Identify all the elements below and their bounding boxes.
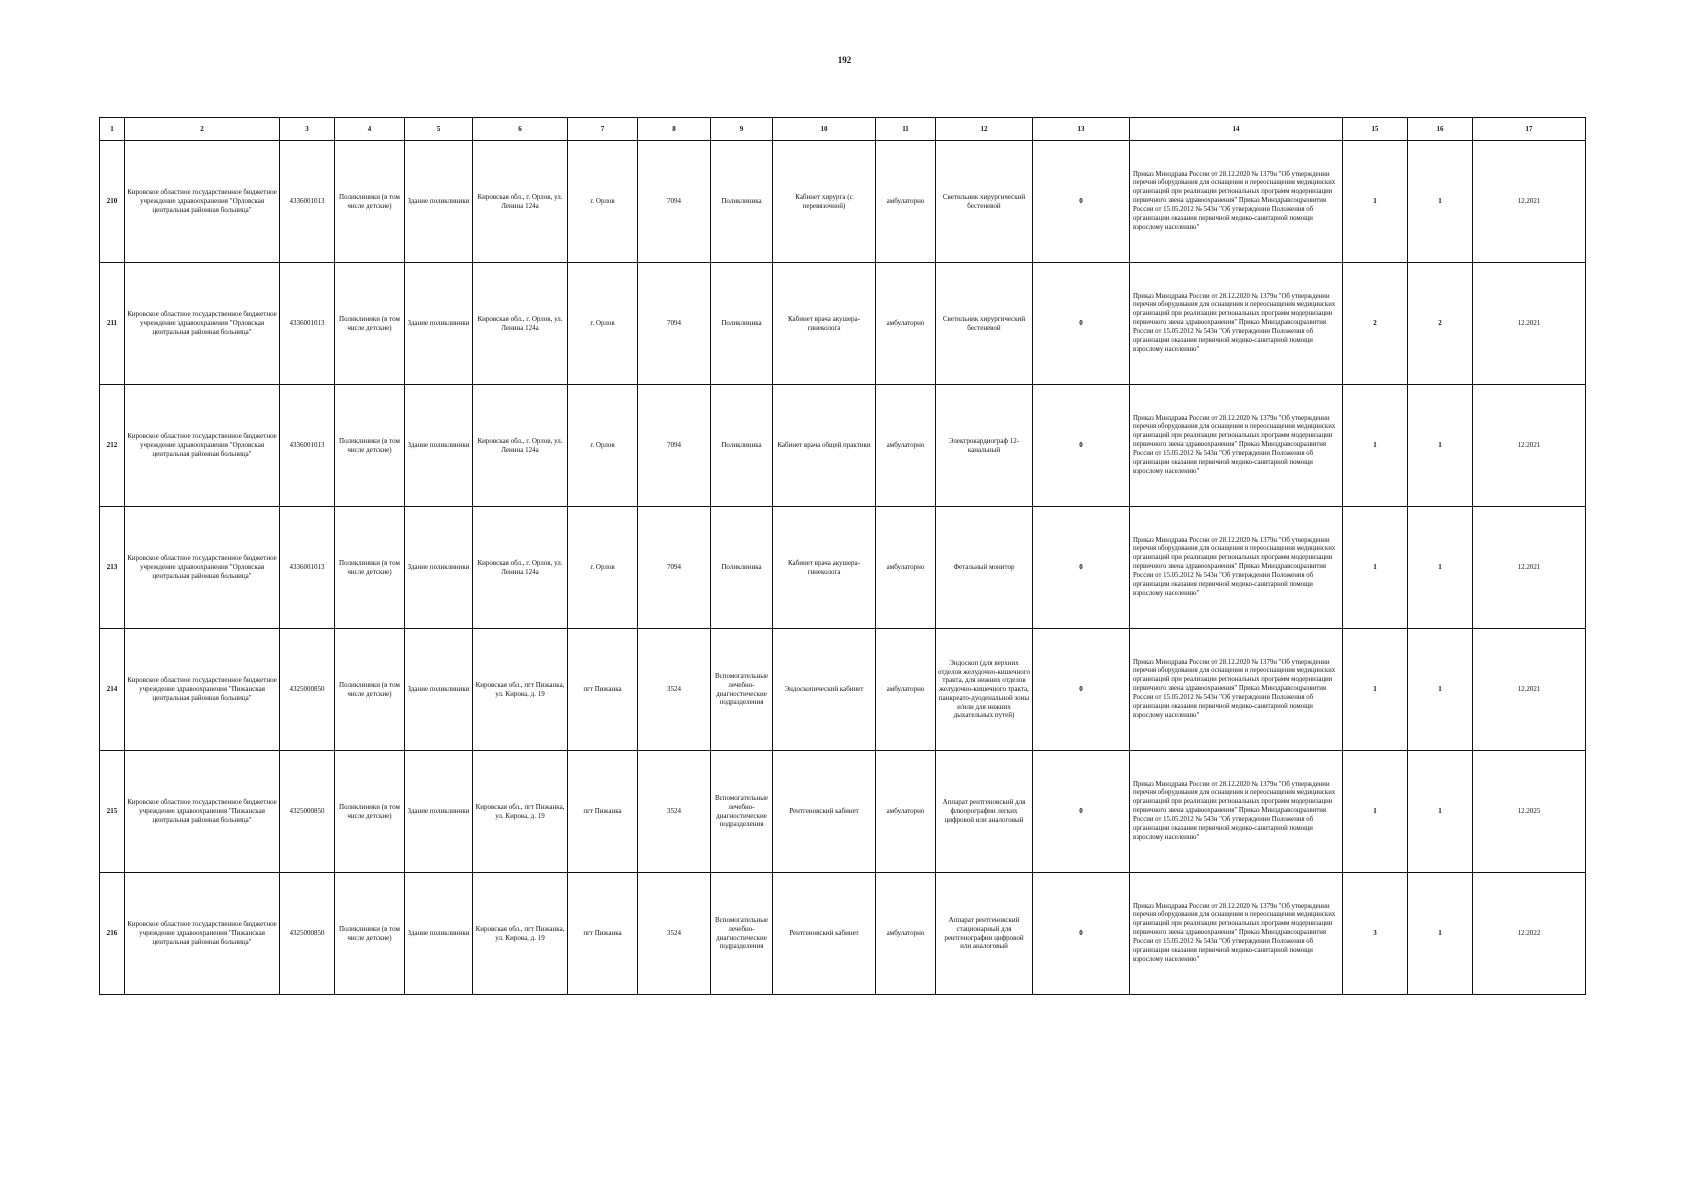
locality: г. Орлов — [568, 141, 638, 263]
care-mode: амбулаторно — [876, 385, 936, 507]
facility-type: Поликлиники (в том числе детские) — [335, 141, 405, 263]
column-header: 9 — [711, 118, 773, 141]
page-number: 192 — [837, 55, 852, 65]
care-mode: амбулаторно — [876, 141, 936, 263]
locality: пгт Пижанка — [568, 751, 638, 873]
address: Кировская обл., г. Орлов, ул. Ленина 124а — [473, 263, 568, 385]
division: Поликлиника — [711, 263, 773, 385]
column-header: 16 — [1408, 118, 1473, 141]
division: Поликлиника — [711, 507, 773, 629]
organization-name: Кировское областное государственное бюджетное учреждение здравоохранения "Орловская центральная районная больница" — [125, 507, 280, 629]
facility-type: Поликлиники (в том числе детские) — [335, 507, 405, 629]
equipment-table — [99, 117, 1586, 995]
organization-name: Кировское областное государственное бюджетное учреждение здравоохранения "Пижанская центральная районная больница" — [125, 629, 280, 751]
division: Поликлиника — [711, 385, 773, 507]
deadline: 12.2021 — [1473, 507, 1586, 629]
care-mode: амбулаторно — [876, 751, 936, 873]
equipment-name: Аппарат рентгеновский для флюорографии легких цифровой или аналоговый — [936, 751, 1033, 873]
row-number: 214 — [100, 629, 125, 751]
population: 7094 — [638, 263, 711, 385]
cabinet: Кабинет врача акушера-гинеколога — [773, 507, 876, 629]
population: 7094 — [638, 385, 711, 507]
column-header: 11 — [876, 118, 936, 141]
facility-type: Поликлиники (в том числе детские) — [335, 751, 405, 873]
locality: пгт Пижанка — [568, 629, 638, 751]
address: Кировская обл., г. Орлов, ул. Ленина 124а — [473, 385, 568, 507]
required-count: 2 — [1343, 263, 1408, 385]
population: 7094 — [638, 507, 711, 629]
table-row — [100, 141, 1586, 263]
legal-basis: Приказ Минздрава России от 28.12.2020 № 1379н "Об утверждении перечня оборудования для оснащения и переоснащения медицинских организаций при реализации региональных программ модернизации первичного звена здравоохранения" Приказ Минздравсоцразвития России от 15.05.2012 № 543н "Об утверждении Положения об организации оказания первичной медико-санитарной помощи взрослому населению" — [1130, 629, 1343, 751]
table-row — [100, 507, 1586, 629]
legal-basis: Приказ Минздрава России от 28.12.2020 № 1379н "Об утверждении перечня оборудования для оснащения и переоснащения медицинских организаций при реализации региональных программ модернизации первичного звена здравоохранения" Приказ Минздравсоцразвития России от 15.05.2012 № 543н "Об утверждении Положения об организации оказания первичной медико-санитарной помощи взрослому населению" — [1130, 141, 1343, 263]
population: 3524 — [638, 873, 711, 995]
care-mode: амбулаторно — [876, 873, 936, 995]
organization-name: Кировское областное государственное бюджетное учреждение здравоохранения "Орловская центральная районная больница" — [125, 263, 280, 385]
row-number: 213 — [100, 507, 125, 629]
address: Кировская обл., пгт Пижанка, ул. Кирова, д. 19 — [473, 751, 568, 873]
purchase-count: 1 — [1408, 141, 1473, 263]
division: Поликлиника — [711, 141, 773, 263]
locality: г. Орлов — [568, 385, 638, 507]
locality: г. Орлов — [568, 507, 638, 629]
facility-type: Поликлиники (в том числе детские) — [335, 263, 405, 385]
equipment-name: Эндоскоп (для верхних отделов желудочно-кишечного тракта, для нижних отделов желудочно-кишечного тракта, панкреато-дуоденальной зоны и/или для нижних дыхательных путей) — [936, 629, 1033, 751]
purchase-count: 1 — [1408, 629, 1473, 751]
facility-type: Поликлиники (в том числе детские) — [335, 385, 405, 507]
column-header: 13 — [1033, 118, 1130, 141]
legal-basis: Приказ Минздрава России от 28.12.2020 № 1379н "Об утверждении перечня оборудования для оснащения и переоснащения медицинских организаций при реализации региональных программ модернизации первичного звена здравоохранения" Приказ Минздравсоцразвития России от 15.05.2012 № 543н "Об утверждении Положения об организации оказания первичной медико-санитарной помощи взрослому населению" — [1130, 507, 1343, 629]
legal-basis: Приказ Минздрава России от 28.12.2020 № 1379н "Об утверждении перечня оборудования для оснащения и переоснащения медицинских организаций при реализации региональных программ модернизации первичного звена здравоохранения" Приказ Минздравсоцразвития России от 15.05.2012 № 543н "Об утверждении Положения об организации оказания первичной медико-санитарной помощи взрослому населению" — [1130, 751, 1343, 873]
building: Здание поликлиники — [405, 873, 473, 995]
equipment-name: Фетальный монитор — [936, 507, 1033, 629]
deadline: 12.2021 — [1473, 629, 1586, 751]
column-header: 5 — [405, 118, 473, 141]
locality: пгт Пижанка — [568, 873, 638, 995]
existing-count: 0 — [1033, 385, 1130, 507]
purchase-count: 2 — [1408, 263, 1473, 385]
inn: 4325000850 — [280, 873, 335, 995]
locality: г. Орлов — [568, 263, 638, 385]
building: Здание поликлиники — [405, 263, 473, 385]
care-mode: амбулаторно — [876, 263, 936, 385]
building: Здание поликлиники — [405, 751, 473, 873]
cabinet: Кабинет хирурга (с перевязочной) — [773, 141, 876, 263]
cabinet: Кабинет врача общей практики — [773, 385, 876, 507]
row-number: 216 — [100, 873, 125, 995]
purchase-count: 1 — [1408, 385, 1473, 507]
table-row — [100, 751, 1586, 873]
column-header: 2 — [125, 118, 280, 141]
column-header: 3 — [280, 118, 335, 141]
organization-name: Кировское областное государственное бюджетное учреждение здравоохранения "Орловская центральная районная больница" — [125, 141, 280, 263]
legal-basis: Приказ Минздрава России от 28.12.2020 № 1379н "Об утверждении перечня оборудования для оснащения и переоснащения медицинских организаций при реализации региональных программ модернизации первичного звена здравоохранения" Приказ Минздравсоцразвития России от 15.05.2012 № 543н "Об утверждении Положения об организации оказания первичной медико-санитарной помощи взрослому населению" — [1130, 873, 1343, 995]
inn: 4325000850 — [280, 751, 335, 873]
row-number: 212 — [100, 385, 125, 507]
division: Вспомогательные лечебно-диагностические подразделения — [711, 751, 773, 873]
cabinet: Кабинет врача акушера-гинеколога — [773, 263, 876, 385]
existing-count: 0 — [1033, 507, 1130, 629]
cabinet: Рентгеновский кабинет — [773, 751, 876, 873]
legal-basis: Приказ Минздрава России от 28.12.2020 № 1379н "Об утверждении перечня оборудования для оснащения и переоснащения медицинских организаций при реализации региональных программ модернизации первичного звена здравоохранения" Приказ Минздравсоцразвития России от 15.05.2012 № 543н "Об утверждении Положения об организации оказания первичной медико-санитарной помощи взрослому населению" — [1130, 263, 1343, 385]
required-count: 1 — [1343, 141, 1408, 263]
existing-count: 0 — [1033, 629, 1130, 751]
deadline: 12.2022 — [1473, 873, 1586, 995]
table-row — [100, 385, 1586, 507]
population: 7094 — [638, 141, 711, 263]
column-header: 17 — [1473, 118, 1586, 141]
care-mode: амбулаторно — [876, 507, 936, 629]
table-row — [100, 873, 1586, 995]
building: Здание поликлиники — [405, 507, 473, 629]
care-mode: амбулаторно — [876, 629, 936, 751]
address: Кировская обл., пгт Пижанка, ул. Кирова, д. 19 — [473, 629, 568, 751]
address: Кировская обл., г. Орлов, ул. Ленина 124а — [473, 507, 568, 629]
header-row — [100, 118, 1586, 141]
column-header: 15 — [1343, 118, 1408, 141]
existing-count: 0 — [1033, 263, 1130, 385]
deadline: 12.2025 — [1473, 751, 1586, 873]
deadline: 12.2021 — [1473, 141, 1586, 263]
row-number: 211 — [100, 263, 125, 385]
required-count: 1 — [1343, 629, 1408, 751]
column-header: 12 — [936, 118, 1033, 141]
inn: 4325000850 — [280, 629, 335, 751]
column-header: 1 — [100, 118, 125, 141]
purchase-count: 1 — [1408, 751, 1473, 873]
purchase-count: 1 — [1408, 507, 1473, 629]
equipment-name: Светильник хирургический бестеневой — [936, 141, 1033, 263]
building: Здание поликлиники — [405, 629, 473, 751]
deadline: 12.2021 — [1473, 385, 1586, 507]
table-row — [100, 263, 1586, 385]
building: Здание поликлиники — [405, 141, 473, 263]
existing-count: 0 — [1033, 141, 1130, 263]
existing-count: 0 — [1033, 751, 1130, 873]
population: 3524 — [638, 629, 711, 751]
organization-name: Кировское областное государственное бюджетное учреждение здравоохранения "Орловская центральная районная больница" — [125, 385, 280, 507]
cabinet: Эндоскопический кабинет — [773, 629, 876, 751]
facility-type: Поликлиники (в том числе детские) — [335, 873, 405, 995]
deadline: 12.2021 — [1473, 263, 1586, 385]
division: Вспомогательные лечебно-диагностические подразделения — [711, 629, 773, 751]
organization-name: Кировское областное государственное бюджетное учреждение здравоохранения "Пижанская центральная районная больница" — [125, 751, 280, 873]
column-header: 6 — [473, 118, 568, 141]
legal-basis: Приказ Минздрава России от 28.12.2020 № 1379н "Об утверждении перечня оборудования для оснащения и переоснащения медицинских организаций при реализации региональных программ модернизации первичного звена здравоохранения" Приказ Минздравсоцразвития России от 15.05.2012 № 543н "Об утверждении Положения об организации оказания первичной медико-санитарной помощи взрослому населению" — [1130, 385, 1343, 507]
column-header: 14 — [1130, 118, 1343, 141]
equipment-name: Светильник хирургический бестеневой — [936, 263, 1033, 385]
column-header: 7 — [568, 118, 638, 141]
equipment-name: Электрокардиограф 12-канальный — [936, 385, 1033, 507]
facility-type: Поликлиники (в том числе детские) — [335, 629, 405, 751]
inn: 4336001013 — [280, 263, 335, 385]
required-count: 1 — [1343, 507, 1408, 629]
inn: 4336001013 — [280, 385, 335, 507]
division: Вспомогательные лечебно-диагностические подразделения — [711, 873, 773, 995]
inn: 4336001013 — [280, 507, 335, 629]
column-header: 10 — [773, 118, 876, 141]
existing-count: 0 — [1033, 873, 1130, 995]
inn: 4336001013 — [280, 141, 335, 263]
required-count: 1 — [1343, 385, 1408, 507]
equipment-name: Аппарат рентгеновский стационарный для рентгенографии цифровой или аналоговый — [936, 873, 1033, 995]
building: Здание поликлиники — [405, 385, 473, 507]
column-header: 8 — [638, 118, 711, 141]
organization-name: Кировское областное государственное бюджетное учреждение здравоохранения "Пижанская центральная районная больница" — [125, 873, 280, 995]
column-header: 4 — [335, 118, 405, 141]
row-number: 215 — [100, 751, 125, 873]
address: Кировская обл., г. Орлов, ул. Ленина 124а — [473, 141, 568, 263]
required-count: 1 — [1343, 751, 1408, 873]
purchase-count: 1 — [1408, 873, 1473, 995]
population: 3524 — [638, 751, 711, 873]
required-count: 3 — [1343, 873, 1408, 995]
cabinet: Рентгеновский кабинет — [773, 873, 876, 995]
row-number: 210 — [100, 141, 125, 263]
address: Кировская обл., пгт Пижанка, ул. Кирова, д. 19 — [473, 873, 568, 995]
table-row — [100, 629, 1586, 751]
